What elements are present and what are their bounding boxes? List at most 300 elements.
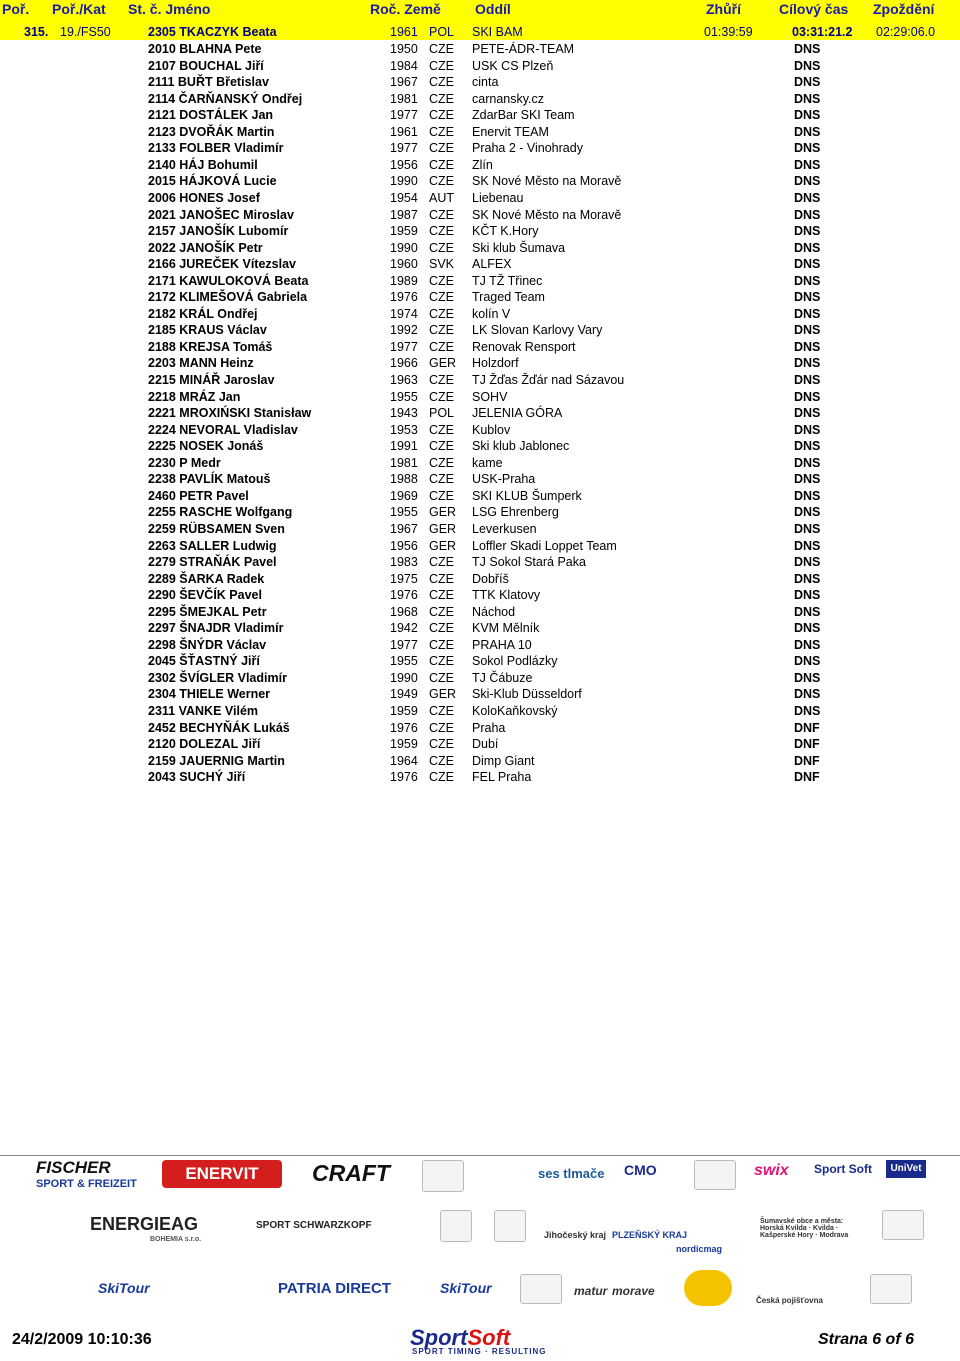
print-datetime: 24/2/2009 10:10:36 [12, 1331, 152, 1348]
cell-year: 1976 [390, 720, 418, 735]
cell-year: 1977 [390, 637, 418, 652]
cell-club: kame [472, 455, 503, 470]
cell-club: Ski-Klub Düsseldorf [472, 687, 582, 702]
cell-nat: GER [429, 687, 457, 702]
cell-nat: GER [429, 356, 457, 371]
cell-status: DNS [794, 588, 821, 603]
cell-nat: CZE [429, 141, 454, 156]
cell-year: 1953 [390, 422, 418, 437]
cell-status: DNS [794, 141, 821, 156]
univet-logo: UniVet [886, 1160, 926, 1178]
cell-year: 1990 [390, 670, 418, 685]
result-row [0, 190, 960, 206]
cell-name: 2015 HÁJKOVÁ Lucie [148, 174, 277, 189]
cell-nat: CZE [429, 770, 454, 785]
cell-name: 2172 KLIMEŠOVÁ Gabriela [148, 290, 308, 305]
result-row [0, 157, 960, 173]
result-row [0, 107, 960, 123]
cell-status: DNS [794, 91, 821, 106]
cell-year: 1981 [390, 455, 418, 470]
cell-status: DNS [794, 389, 821, 404]
cell-club: ALFEX [472, 257, 512, 272]
cell-club: Praha 2 - Vinohrady [472, 141, 583, 156]
cell-name: 2045 ŠŤASTNÝ Jiří [148, 654, 260, 669]
cell-club: PETE-ÁDR-TEAM [472, 42, 575, 56]
result-row [0, 306, 960, 322]
cell-club: KoloKaňkovský [472, 704, 558, 718]
cell-name: 2255 RASCHE Wolfgang [148, 505, 293, 520]
result-row-first [0, 24, 960, 40]
cell-status: DNS [794, 290, 821, 305]
energieag-logo: ENERGIEAG [90, 1214, 199, 1234]
cell-year: 1950 [390, 42, 418, 56]
cell-status: DNS [794, 621, 821, 636]
cell-nat: CZE [429, 720, 454, 735]
cell-year: 1977 [390, 108, 418, 123]
sumavske-obce-logo: Šumavské obce a města: Horská Kvilda · Kvilda · Kašperské Hory · Modrava [760, 1218, 849, 1239]
sestlmace-logo: ses tlmače [538, 1166, 605, 1181]
cell-name: 2230 P Medr [148, 455, 221, 470]
result-row [0, 140, 960, 156]
cell-year: 1960 [390, 257, 418, 272]
cell-nat: CZE [429, 488, 454, 503]
cmo-logo: CMO [624, 1162, 657, 1178]
cell-club: FEL Praha [472, 770, 532, 785]
result-row [0, 124, 960, 140]
cell-year: 1955 [390, 505, 418, 520]
cell-club: kolín V [472, 306, 511, 321]
cell-nat: CZE [429, 604, 454, 619]
cell-nat: CZE [429, 157, 454, 172]
header-rank-cat: Poř./Kat [52, 1, 106, 17]
cell-club: Enervit TEAM [472, 124, 549, 139]
cell-nat: AUT [429, 190, 454, 205]
cell-year: 1961 [390, 25, 418, 39]
cell-name: 2157 JANOŠÍK Lubomír [148, 224, 289, 239]
cell-nat: CZE [429, 439, 454, 454]
cell-nat: CZE [429, 455, 454, 470]
cell-name: 2111 BUŘT Břetislav [148, 75, 269, 90]
cell-club: USK-Praha [472, 472, 536, 487]
cell-status: DNF [794, 737, 820, 752]
result-row [0, 207, 960, 223]
cell-status: DNS [794, 488, 821, 503]
sport-schwarzkopf-logo: SPORT SCHWARZKOPF [256, 1220, 372, 1231]
cell-club: LSG Ehrenberg [472, 505, 559, 520]
cell-year: 1964 [390, 753, 418, 768]
cell-status: DNF [794, 753, 820, 768]
fischer-sub-logo: SPORT & FREIZEIT [36, 1178, 137, 1190]
cell-gap: 02:29:06.0 [876, 25, 936, 39]
cell-status: DNS [794, 373, 821, 387]
cell-status: DNS [794, 207, 821, 222]
cell-status: DNS [794, 75, 821, 90]
cell-year: 1966 [390, 356, 418, 371]
sponsor-banner [0, 1155, 960, 1326]
cell-status: DNS [794, 704, 821, 718]
cell-rank: 315. [24, 25, 49, 39]
cell-name: 2114 ČARŇANSKÝ Ondřej [148, 91, 303, 106]
cell-name: 2006 HONES Josef [148, 190, 260, 205]
result-row [0, 58, 960, 74]
cell-year: 1943 [390, 406, 418, 421]
result-row [0, 322, 960, 338]
cell-year: 1968 [390, 604, 418, 619]
cell-club: KČT K.Hory [472, 224, 539, 239]
cell-name: 2171 KAWULOKOVÁ Beata [148, 273, 309, 288]
result-row [0, 289, 960, 305]
cell-name: 2302 ŠVÍGLER Vladimír [148, 670, 287, 685]
header-loss: Zhůří [706, 1, 741, 17]
cell-year: 1956 [390, 538, 418, 553]
cell-club: Praha [472, 720, 506, 735]
cell-nat: CZE [429, 472, 454, 487]
cell-name: 2107 BOUCHAL Jiří [148, 58, 264, 73]
header-rank: Poř. [2, 1, 30, 17]
cell-name: 2263 SALLER Ludwig [148, 538, 277, 553]
cell-nat: CZE [429, 753, 454, 768]
cell-year: 1955 [390, 654, 418, 669]
cell-club: Traged Team [472, 290, 545, 305]
cell-name: 2121 DOSTÁLEK Jan [148, 108, 274, 123]
result-row [0, 670, 960, 686]
result-row [0, 521, 960, 537]
cell-club: USK CS Plzeň [472, 58, 554, 73]
cell-nat: CZE [429, 224, 454, 239]
pivovar-logo [440, 1210, 472, 1242]
cell-club: Dimp Giant [472, 753, 535, 768]
cell-club: Zlín [472, 157, 493, 172]
cell-year: 1988 [390, 472, 418, 487]
matur-logo: matur [574, 1284, 608, 1298]
results-header-bar [0, 0, 960, 40]
cell-status: DNS [794, 406, 821, 421]
result-row [0, 471, 960, 487]
result-row [0, 422, 960, 438]
jihocesky-kraj-logo: Jihočeský kraj [544, 1230, 607, 1240]
result-row [0, 405, 960, 421]
result-row [0, 554, 960, 570]
cell-year: 1990 [390, 174, 418, 189]
result-row [0, 736, 960, 752]
cell-club: JELENIA GÓRA [472, 406, 563, 421]
result-row [0, 223, 960, 239]
cell-status: DNS [794, 637, 821, 652]
cell-nat: CZE [429, 124, 454, 139]
skitour-logo-1: SkiTour [98, 1280, 150, 1296]
cell-club: Ski klub Šumava [472, 240, 566, 255]
cell-year: 1959 [390, 704, 418, 718]
cell-status: DNS [794, 472, 821, 487]
cell-name: 2225 NOSEK Jonáš [148, 439, 264, 454]
cell-status: DNS [794, 654, 821, 669]
cell-status: DNS [794, 108, 821, 123]
cell-nat: GER [429, 521, 457, 536]
cell-year: 1990 [390, 240, 418, 255]
cell-nat: CZE [429, 42, 454, 56]
sportsoft-logo-tagline: SPORT TIMING · RESULTING [412, 1347, 547, 1356]
cell-club: TJ Čábuze [472, 670, 533, 685]
cell-status: DNS [794, 439, 821, 454]
cell-nat: CZE [429, 588, 454, 603]
result-row [0, 720, 960, 736]
cell-nat: CZE [429, 323, 454, 338]
cell-club: SKI BAM [472, 25, 523, 39]
cell-nat: CZE [429, 704, 454, 718]
cell-nat: CZE [429, 75, 454, 90]
cell-year: 1949 [390, 687, 418, 702]
result-row [0, 240, 960, 256]
cell-club: Loffler Skadi Loppet Team [472, 538, 617, 553]
cell-year: 1959 [390, 224, 418, 239]
cell-year: 1983 [390, 555, 418, 570]
cell-status: DNS [794, 604, 821, 619]
cell-name: 2305 TKACZYK Beata [148, 25, 277, 39]
sportsoft-logo-part-b: Soft [467, 1325, 511, 1350]
cell-name: 2224 NEVORAL Vladislav [148, 422, 298, 437]
result-row [0, 604, 960, 620]
cell-status: DNS [794, 240, 821, 255]
cell-name: 2185 KRAUS Václav [148, 323, 267, 338]
cell-status: DNS [794, 124, 821, 139]
cell-nat: CZE [429, 108, 454, 123]
cell-status: DNS [794, 670, 821, 685]
cell-status: DNS [794, 339, 821, 354]
cell-club: Dobříš [472, 571, 509, 586]
cell-club: SKI KLUB Šumperk [472, 488, 582, 503]
cell-year: 1975 [390, 571, 418, 586]
cell-nat: CZE [429, 654, 454, 669]
cell-year: 1991 [390, 439, 418, 454]
cell-status: DNS [794, 521, 821, 536]
cell-name: 2279 STRAŇÁK Pavel [148, 555, 277, 570]
cell-status: DNS [794, 455, 821, 470]
cell-name: 2166 JUREČEK Vítezslav [148, 257, 296, 272]
cell-name: 2311 VANKE Vilém [148, 704, 259, 718]
result-row [0, 74, 960, 90]
cell-name: 2298 ŠNÝDR Václav [148, 637, 267, 652]
cell-club: Náchod [472, 604, 516, 619]
cell-year: 1967 [390, 521, 418, 536]
cell-cat: 19./FS50 [60, 25, 111, 39]
cell-nat: SVK [429, 257, 455, 272]
cell-year: 1961 [390, 124, 418, 139]
page-footer [0, 1323, 960, 1361]
result-row [0, 753, 960, 769]
cell-nat: CZE [429, 670, 454, 685]
cell-club: TJ Sokol Stará Paka [472, 555, 586, 570]
cell-nat: CZE [429, 422, 454, 437]
cell-club: Leverkusen [472, 521, 537, 536]
result-row [0, 620, 960, 636]
cell-name: 2297 ŠNAJDR Vladimír [148, 621, 284, 636]
cell-year: 1977 [390, 141, 418, 156]
cell-name: 2159 JAUERNIG Martin [148, 753, 285, 768]
cell-status: DNS [794, 555, 821, 570]
cell-nat: CZE [429, 91, 454, 106]
cell-club: TJ TŽ Třinec [472, 273, 543, 288]
page-number: Strana 6 of 6 [817, 1331, 914, 1348]
result-row [0, 273, 960, 289]
cell-name: 2133 FOLBER Vladimír [148, 141, 284, 156]
fischer-logo: FISCHER [36, 1158, 111, 1177]
cell-name: 2182 KRÁL Ondřej [148, 306, 258, 321]
cell-year: 1987 [390, 207, 418, 222]
cell-club: Holzdorf [472, 356, 519, 371]
cell-year: 1963 [390, 373, 418, 387]
cell-status: DNS [794, 174, 821, 189]
cell-status: DNS [794, 538, 821, 553]
cell-name: 2010 BLAHNA Pete [148, 42, 262, 56]
cell-name: 2043 SUCHÝ Jiří [148, 770, 246, 785]
cell-year: 1981 [390, 91, 418, 106]
cell-year: 1976 [390, 770, 418, 785]
result-row [0, 538, 960, 554]
cell-status: DNS [794, 42, 821, 56]
plzensky-kraj-logo: PLZEŇSKÝ KRAJ [612, 1230, 688, 1240]
cell-status: DNS [794, 323, 821, 338]
morave-logo: morave [612, 1284, 655, 1298]
result-row [0, 372, 960, 388]
cell-name: 2188 KREJSA Tomáš [148, 339, 273, 354]
header-bib-name: St. č. Jméno [128, 1, 211, 17]
sportsoft-footer-logo [410, 1325, 550, 1357]
cell-club: Liebenau [472, 190, 524, 205]
cell-year: 1974 [390, 306, 418, 321]
ski-arena-logo [520, 1274, 562, 1304]
cell-year: 1942 [390, 621, 418, 636]
nordicmag-logo: nordicmag [676, 1244, 723, 1254]
cell-year: 1984 [390, 58, 418, 73]
craft-logo: CRAFT [312, 1160, 390, 1186]
result-row [0, 256, 960, 272]
cell-year: 1969 [390, 488, 418, 503]
cell-name: 2238 PAVLÍK Matouš [148, 472, 271, 487]
cell-status: DNS [794, 257, 821, 272]
column-headers [0, 0, 960, 20]
result-row [0, 637, 960, 653]
header-year-nat: Roč. Země [370, 1, 441, 17]
result-row [0, 173, 960, 189]
cell-nat: CZE [429, 290, 454, 305]
cell-club: KVM Mělník [472, 621, 540, 636]
cell-name: 2140 HÁJ Bohumil [148, 157, 258, 172]
result-row [0, 455, 960, 471]
cell-nat: CZE [429, 737, 454, 752]
cell-name: 2295 ŠMEJKAL Petr [148, 604, 267, 619]
cell-club: SK Nové Město na Moravě [472, 174, 622, 189]
cell-name: 2120 DOLEZAL Jiří [148, 737, 261, 752]
result-row [0, 769, 960, 785]
cell-nat: GER [429, 538, 457, 553]
cell-status: DNS [794, 273, 821, 288]
cell-nat: POL [429, 406, 455, 421]
cell-status: DNS [794, 224, 821, 239]
result-row [0, 438, 960, 454]
cell-status: DNF [794, 770, 820, 785]
result-row [0, 571, 960, 587]
cell-nat: CZE [429, 389, 454, 404]
cell-year: 1956 [390, 157, 418, 172]
cell-year: 1976 [390, 290, 418, 305]
result-row [0, 686, 960, 702]
result-row [0, 703, 960, 719]
cell-club: carnansky.cz [472, 91, 545, 106]
cell-club: LK Slovan Karlovy Vary [472, 323, 603, 338]
result-row [0, 488, 960, 504]
cell-club: Ski klub Jablonec [472, 439, 570, 454]
sportsoft-small-logo: Sport Soft [814, 1162, 872, 1176]
cell-year: 1989 [390, 273, 418, 288]
skitour-logo-2: SkiTour [440, 1280, 492, 1296]
result-row [0, 91, 960, 107]
sportsoft-logo-part-a: Sport [410, 1325, 468, 1350]
cell-nat: CZE [429, 571, 454, 586]
cell-status: DNS [794, 356, 821, 371]
cell-year: 1955 [390, 389, 418, 404]
cell-status: DNS [794, 571, 821, 586]
result-row [0, 389, 960, 405]
cell-name: 2218 MRÁZ Jan [148, 389, 241, 404]
cell-name: 2290 ŠEVČÍK Pavel [148, 588, 262, 603]
cell-club: SK Nové Město na Moravě [472, 207, 622, 222]
cell-status: DNF [794, 720, 820, 735]
cell-year: 1977 [390, 339, 418, 354]
swix-logo: swix [754, 1162, 789, 1179]
cell-name: 2304 THIELE Werner [148, 687, 271, 702]
cell-club: TTK Klatovy [472, 588, 541, 603]
cell-nat: POL [429, 25, 455, 39]
cell-nat: CZE [429, 207, 454, 222]
cell-name: 2221 MROXIŃSKI Stanisław [148, 406, 312, 421]
cell-status: DNS [794, 306, 821, 321]
cell-club: ZdarBar SKI Team [472, 108, 575, 123]
cell-name: 2460 PETR Pavel [148, 488, 249, 503]
cell-finish-time: 03:31:21.2 [792, 25, 853, 39]
cell-club: PRAHA 10 [472, 637, 532, 652]
ski-club-logo [694, 1160, 736, 1190]
cell-club: SOHV [472, 389, 508, 404]
cell-name: 2215 MINÁŘ Jaroslav [148, 373, 275, 387]
cell-year: 1959 [390, 737, 418, 752]
enervit-logo: ENERVIT [162, 1160, 282, 1188]
cell-club: Kublov [472, 422, 511, 437]
header-gap: Zpoždění [873, 1, 935, 17]
header-club: Oddíl [475, 1, 511, 17]
header-finish-time: Cílový čas [779, 1, 849, 17]
cell-year: 1954 [390, 190, 418, 205]
cell-nat: CZE [429, 373, 454, 387]
pece-logo [882, 1210, 924, 1240]
cell-nat: CZE [429, 240, 454, 255]
cell-status: DNS [794, 422, 821, 437]
cell-nat: CZE [429, 58, 454, 73]
cell-loss: 01:39:59 [704, 25, 753, 39]
cell-nat: GER [429, 505, 457, 520]
cell-nat: CZE [429, 306, 454, 321]
cell-name: 2123 DVOŘÁK Martin [148, 124, 275, 139]
result-row [0, 41, 960, 57]
energieag-sub-logo: BOHEMIA s.r.o. [150, 1236, 202, 1243]
cell-year: 1967 [390, 75, 418, 90]
cell-name: 2203 MANN Heinz [148, 356, 254, 371]
cell-nat: CZE [429, 339, 454, 354]
cell-status: DNS [794, 190, 821, 205]
result-row [0, 504, 960, 520]
cell-nat: CZE [429, 174, 454, 189]
cell-club: Sokol Podlázky [472, 654, 558, 669]
cell-club: cinta [472, 75, 499, 90]
